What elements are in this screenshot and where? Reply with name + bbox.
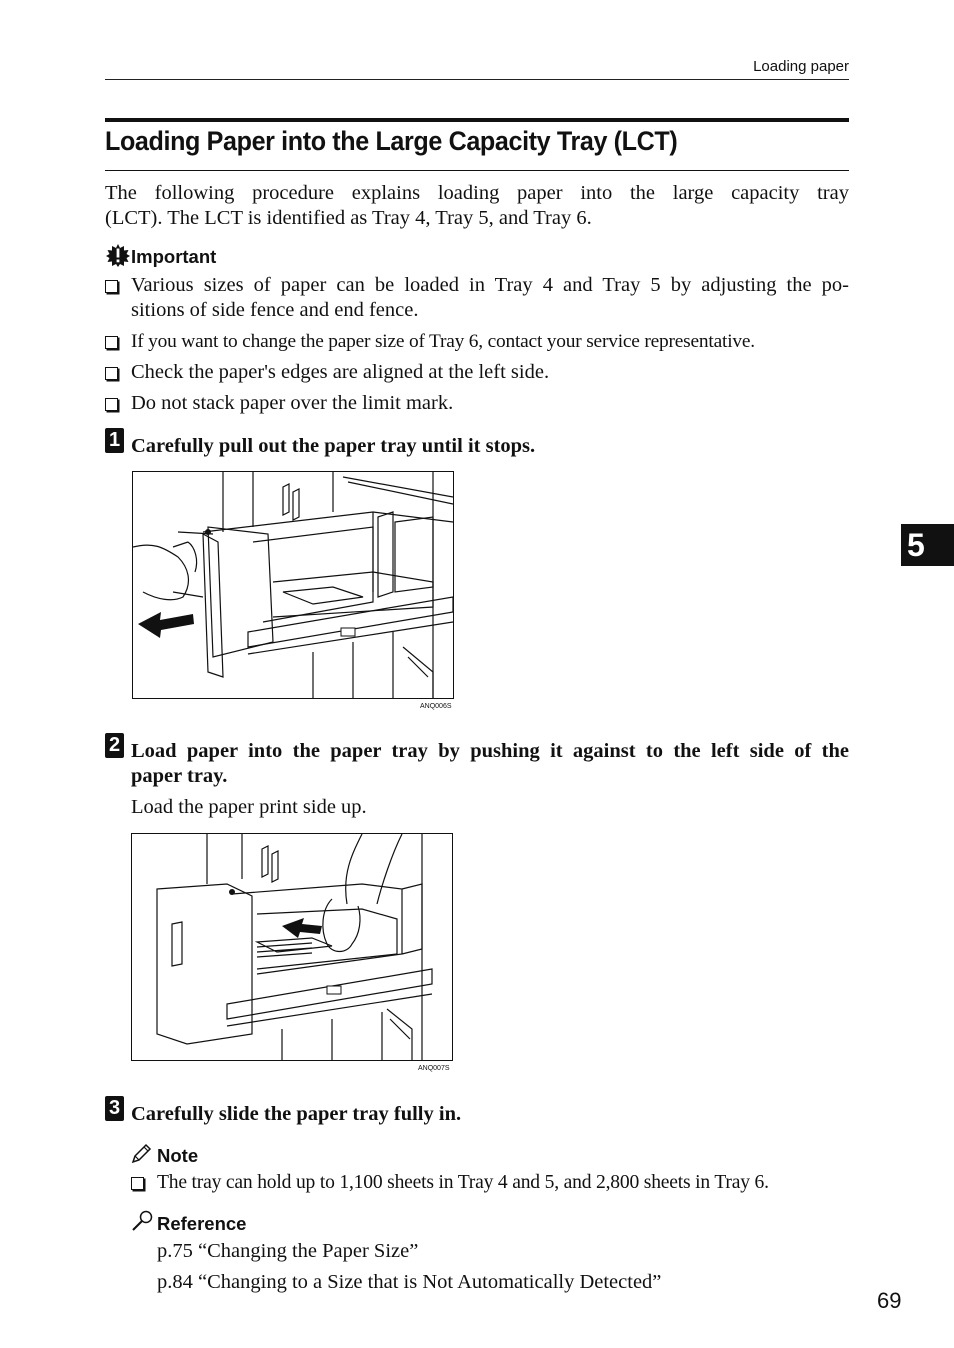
list-item-text: If you want to change the paper size of Tray 6, contact your service representative.: [131, 331, 755, 352]
reference-item: p.75 “Changing the Paper Size”: [157, 1240, 419, 1262]
checkbox-bullet-icon: [105, 398, 118, 411]
step-2-line: paper tray.: [131, 765, 228, 787]
note-label: Note: [157, 1145, 199, 1166]
checkbox-bullet-icon: [105, 280, 118, 293]
chapter-tab: 5: [901, 524, 954, 566]
important-list: [105, 273, 849, 422]
intro-paragraph: [105, 181, 849, 231]
tray-pull-illustration: [133, 472, 453, 698]
paper-load-illustration: [132, 834, 452, 1060]
step-number-3: 3: [105, 1096, 124, 1121]
step-number-1: 1: [105, 428, 124, 453]
list-item: [105, 329, 849, 354]
pencil-icon: [131, 1142, 153, 1169]
page-number: 69: [877, 1288, 902, 1313]
figure-load-paper: [131, 833, 453, 1061]
checkbox-bullet-icon: [105, 367, 118, 380]
note-item-text: The tray can hold up to 1,100 sheets in Tray 4 and 5, and 2,800 sheets in Tray 6.: [157, 1172, 769, 1193]
step-2-line: Load paper into the paper tray by pushing it against to the left side of the: [131, 740, 849, 762]
figure-caption: ANQ007S: [418, 1065, 450, 1072]
reference-item: p.84 “Changing to a Size that is Not Automatically Detected”: [157, 1271, 662, 1293]
checkbox-bullet-icon: [105, 336, 118, 349]
intro-line: (LCT). The LCT is identified as Tray 4, Tray 5, and Tray 6.: [105, 207, 592, 229]
header-rule: [105, 79, 849, 80]
magnifier-icon: [131, 1210, 155, 1237]
title-rule-top: [105, 118, 849, 122]
note-item: [131, 1170, 849, 1195]
list-item-text: sitions of side fence and end fence.: [131, 299, 419, 321]
figure-pull-out-tray: [132, 471, 454, 699]
step-3-text: Carefully slide the paper tray fully in.: [131, 1103, 462, 1125]
list-item: [105, 360, 849, 385]
list-item: [105, 273, 849, 323]
list-item-text: Do not stack paper over the limit mark.: [131, 392, 454, 414]
list-item: [105, 391, 849, 416]
list-item-text: Check the paper's edges are aligned at the left side.: [131, 361, 550, 383]
step-1-text: Carefully pull out the paper tray until it stops.: [131, 435, 536, 457]
step-2-subtext: Load the paper print side up.: [131, 796, 367, 818]
important-label: Important: [131, 246, 217, 267]
running-head: Loading paper: [753, 58, 849, 75]
list-item-text: Various sizes of paper can be loaded in Tray 4 and Tray 5 by adjusting the po-: [131, 274, 849, 296]
figure-caption: ANQ006S: [420, 703, 452, 710]
important-icon: [105, 243, 131, 272]
step-number-2: 2: [105, 733, 124, 758]
checkbox-bullet-icon: [131, 1177, 144, 1190]
reference-label: Reference: [157, 1213, 247, 1234]
intro-line: The following procedure explains loading paper into the large capacity tray: [105, 182, 849, 204]
step-2-text: [131, 739, 849, 789]
title-rule-bottom: [105, 170, 849, 171]
page-title: Loading Paper into the Large Capacity Tray (LCT): [105, 126, 678, 156]
